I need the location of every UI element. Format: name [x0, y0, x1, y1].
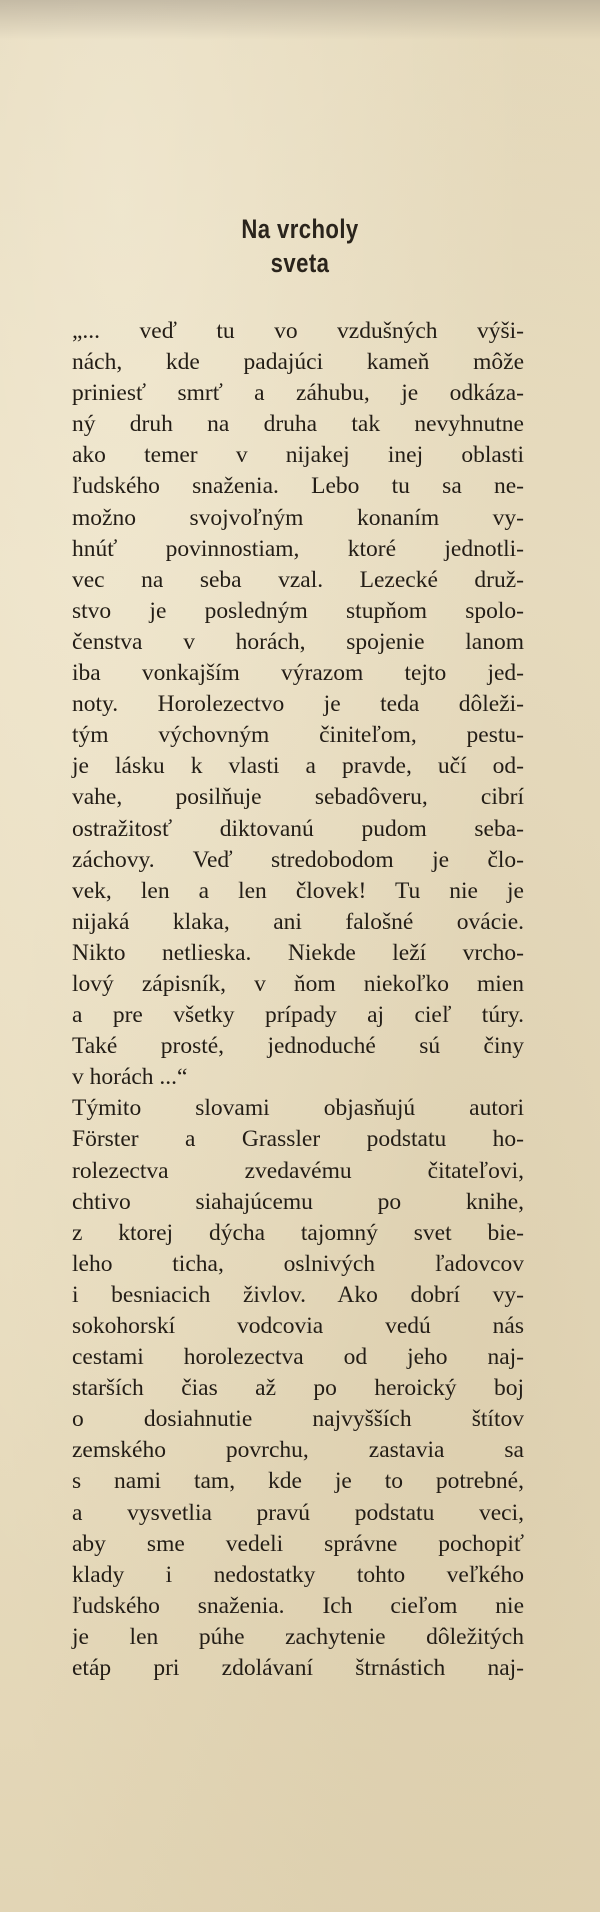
text-line: a pre všetky prípady aj cieľ túry.: [72, 1002, 524, 1029]
text-line: s nami tam, kde je to potrebné,: [72, 1468, 524, 1495]
text-line: i besniacich živlov. Ako dobrí vy-: [72, 1281, 524, 1308]
text-line: a vysvetlia pravú podstatu veci,: [72, 1499, 524, 1526]
text-line: Týmito slovami objasňujú autori: [72, 1095, 524, 1122]
text-line: rolezectva zvedavému čitateľovi,: [72, 1157, 524, 1184]
text-line: je len púhe zachytenie dôležitých: [72, 1623, 524, 1650]
book-title-line-1: Na vrcholy: [241, 214, 359, 244]
text-line: sokohorskí vodcovia vedú nás: [72, 1313, 524, 1339]
text-line: tým výchovným činiteľom, pestu-: [72, 722, 524, 749]
book-title-line-2: sveta: [270, 248, 330, 278]
text-line: Také prosté, jednoduché sú činy: [72, 1033, 524, 1060]
book-title: [54, 212, 546, 280]
text-line: klady i nedostatky tohto veľkého: [72, 1561, 524, 1588]
text-line: lový zápisník, v ňom niekoľko mien: [72, 970, 524, 997]
text-line: záchovy. Veď stredobodom je člo-: [72, 846, 524, 873]
text-line: vec na seba vzal. Lezecké druž-: [72, 566, 524, 593]
blurb-text: [72, 316, 524, 1684]
text-line: vahe, posilňuje sebadôveru, cibrí: [72, 784, 524, 811]
text-line: ľudského snaženia. Lebo tu sa ne-: [72, 473, 524, 500]
text-line: nijaká klaka, ani falošné ovácie.: [72, 908, 524, 935]
text-line: Förster a Grassler podstatu ho-: [72, 1126, 524, 1153]
text-line: o dosiahnutie najvyšších štítov: [72, 1406, 524, 1433]
text-line: „... veď tu vo vzdušných výši-: [72, 318, 524, 344]
text-line: etáp pri zdolávaní štrnástich naj-: [72, 1655, 524, 1682]
text-line: zemského povrchu, zastavia sa: [72, 1437, 524, 1464]
text-line: noty. Horolezectvo je teda dôleži-: [72, 691, 524, 718]
text-line: Nikto netlieska. Niekde leží vrcho-: [72, 939, 524, 966]
text-line: v horách ...“: [72, 1064, 188, 1091]
text-line: starších čias až po heroický boj: [72, 1375, 524, 1402]
text-line: stvo je posledným stupňom spolo-: [72, 597, 524, 624]
text-line: možno svojvoľným konaním vy-: [72, 504, 524, 531]
text-line: ný druh na druha tak nevyhnutne: [72, 411, 524, 438]
text-line: iba vonkajším výrazom tejto jed-: [72, 660, 524, 687]
text-line: chtivo siahajúcemu po knihe,: [72, 1188, 524, 1215]
text-line: vek, len a len človek! Tu nie je: [72, 877, 524, 904]
text-line: čenstva v horách, spojenie lanom: [72, 628, 524, 655]
text-line: je lásku k vlasti a pravde, učí od-: [72, 753, 524, 780]
text-line: nách, kde padajúci kameň môže: [72, 349, 524, 376]
text-line: aby sme vedeli správne pochopiť: [72, 1530, 524, 1557]
text-line: ako temer v nijakej inej oblasti: [72, 442, 524, 469]
text-line: hnúť povinnostiam, ktoré jednotli-: [72, 535, 524, 562]
text-line: z ktorej dýcha tajomný svet bie-: [72, 1219, 524, 1246]
page-top-edge: [0, 0, 600, 40]
text-line: priniesť smrť a záhubu, je odkáza-: [72, 380, 524, 407]
text-line: cestami horolezectva od jeho naj-: [72, 1344, 524, 1371]
text-line: ľudského snaženia. Ich cieľom nie: [72, 1592, 524, 1619]
text-line: leho ticha, oslnivých ľadovcov: [72, 1250, 524, 1277]
text-line: ostražitosť diktovanú pudom seba-: [72, 815, 524, 842]
